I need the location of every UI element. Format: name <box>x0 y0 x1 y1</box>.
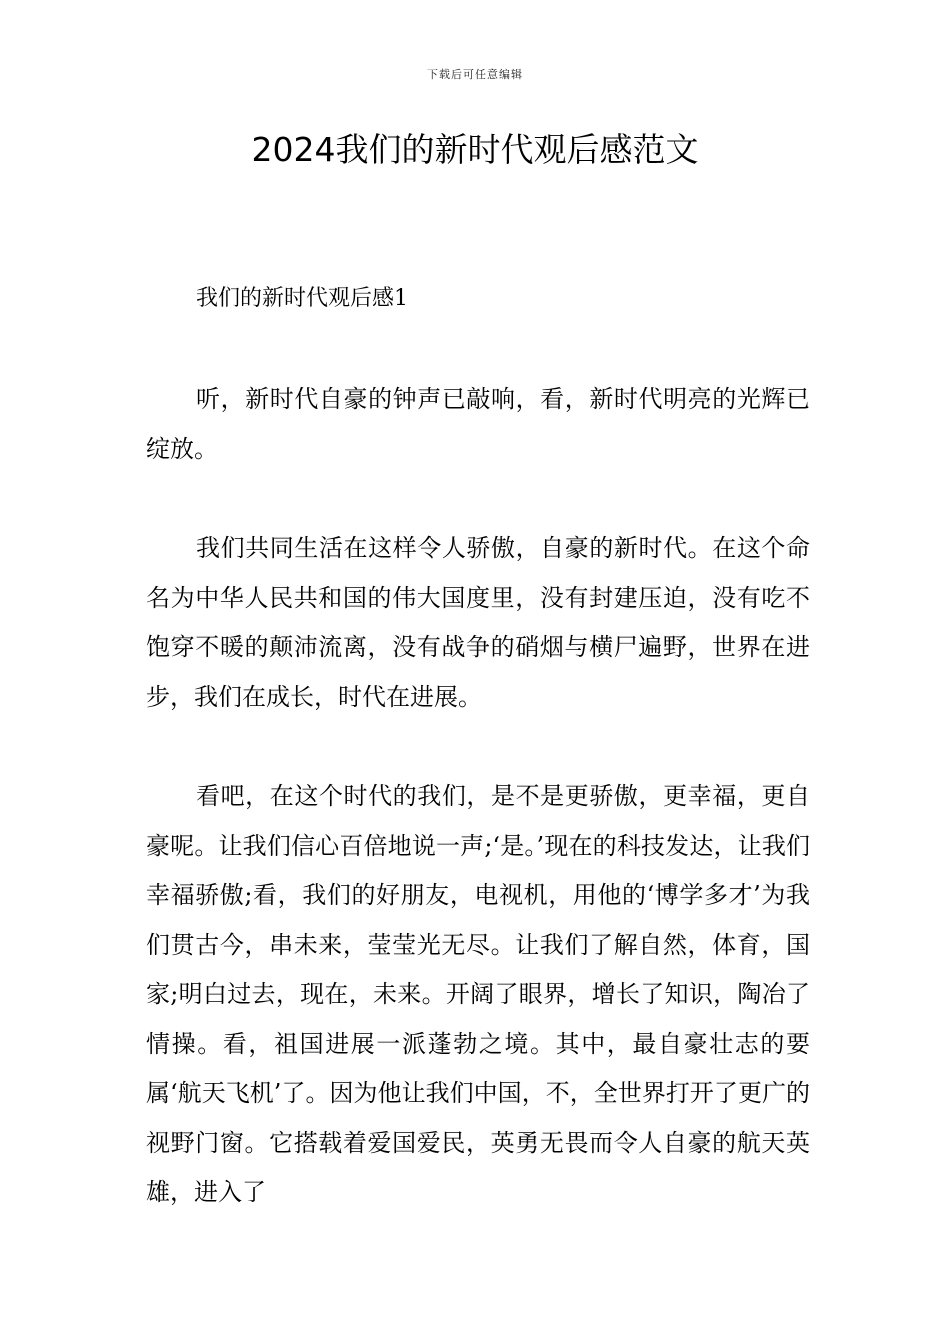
document-title: 2024我们的新时代观后感范文 <box>251 130 699 169</box>
header-note: 下载后可任意编辑 <box>427 68 523 81</box>
section-heading: 我们的新时代观后感1 <box>196 286 408 311</box>
paragraph-1: 听，新时代自豪的钟声已敲响，看，新时代明亮的光辉已绽放。 <box>146 385 810 463</box>
paragraph-3: 看吧，在这个时代的我们，是不是更骄傲，更幸福，更自豪呢。让我们信心百倍地说一声;‘是。’现在的科技发达，让我们幸福骄傲;看，我们的好朋友，电视机，用他的‘博学多才’为我们贯古今，串未来，莹莹光无尽。让我们了解自然，体育，国家;明白过去，现在，未来。开阔了眼界，增长了知识，陶冶了情操。看，祖国进展一派蓬勃之境。其中，最自豪壮志的要属‘航天飞机’了。因为他让我们中国，不，全世界打开了更广的视野门窗。它搭载着爱国爱民，英勇无畏而令人自豪的航天英雄，进入了 <box>146 782 810 1206</box>
paragraph-2: 我们共同生活在这样令人骄傲，自豪的新时代。在这个命名为中华人民共和国的伟大国度里，没有封建压迫，没有吃不饱穿不暖的颠沛流离，没有战争的硝烟与横尸遍野，世界在进步，我们在成长，时代在进展。 <box>146 534 810 711</box>
